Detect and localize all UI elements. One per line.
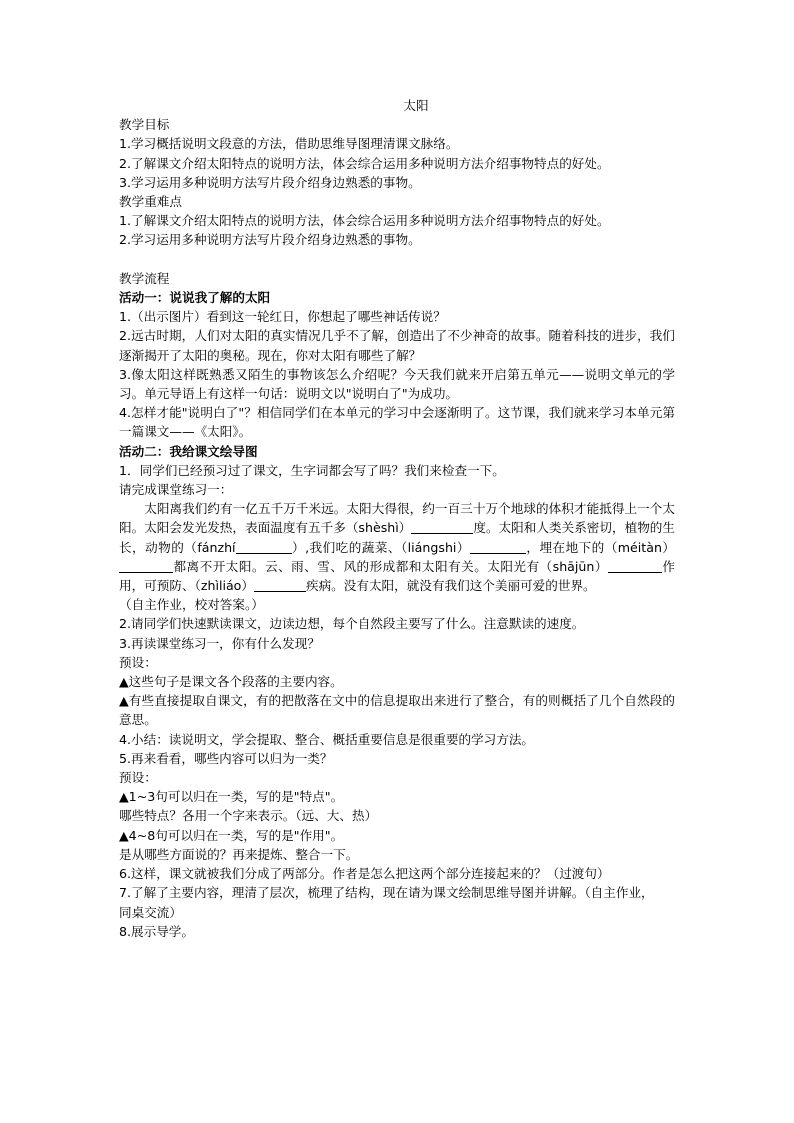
after-item: ▲有些直接提取自课文，有的把散落在文中的信息提取出来进行了整合，有的则概括了几个自然段的意思。 [119,693,675,728]
after-item: 8.展示导学。 [119,923,194,939]
after-item: ▲这些句子是课文各个段落的主要内容。 [119,674,343,690]
key-point-item: 2.学习运用多种说明方法写片段介绍身边熟悉的事物。 [119,232,421,248]
answer-blank[interactable] [470,539,526,554]
passage-text: 都离不开太阳。云、雨、雪、风的形成都和太阳有关。太阳光有（shājūn） [173,558,608,574]
answer-blank[interactable] [119,558,173,573]
activity1-item: 2.远古时期，人们对太阳的真实情况几乎不了解，创造出了不少神奇的故事。随着科技的进步，我们逐渐揭开了太阳的奥秘。现在，你对太阳有哪些了解？ [119,328,675,363]
after-item: 6.这样，课文就被我们分成了两部分。作者是怎么把这两个部分连接起来的？（过渡句） [119,866,610,882]
after-item: 4.小结：读说明文，学会提取、整合、概括重要信息是很重要的学习方法。 [119,731,535,747]
passage-text: ）,我们吃的蔬菜、（liángshi） [291,539,470,555]
key-point-item: 1.了解课文介绍太阳特点的说明方法，体会综合运用多种说明方法介绍事物特点的好处。 [119,213,610,229]
activity1-item: 3.像太阳这样既熟悉又陌生的事物该怎么介绍呢？今天我们就来开启第五单元——说明文单元的学习。单元导语上有这样一句话：说明文以"说明白了"为成功。 [119,366,675,402]
after-item: 预设： [119,770,157,786]
spacer [119,250,675,269]
after-item: 3.再读课堂练习一，你有什么发现？ [119,635,320,651]
document-page [119,96,675,941]
activity1-heading: 活动一：说说我了解的太阳 [119,290,271,305]
answer-blank[interactable] [254,577,306,592]
passage-text: 度。太阳和人类关系密切，植物的生长，动物的（fánzhí [119,520,675,555]
goals-heading: 教学目标 [119,117,170,133]
goal-item: 3.学习运用多种说明方法写片段介绍身边熟悉的事物。 [119,174,421,190]
after-item: （自主作业，校对答案。） [119,597,264,613]
key-points-heading: 教学重难点 [119,194,182,209]
passage-text: 疾病。没有太阳，就没有我们这个美丽可爱的世界。 [305,578,596,594]
answer-blank[interactable] [608,558,662,573]
activity2-heading: 活动二：我给课文绘导图 [119,443,258,459]
after-item: 哪些特点？各用一个字来表示。（远、大、热） [119,808,378,824]
goal-item: 1.学习概括说明文段意的方法，借助思维导图理清课文脉络。 [119,136,459,152]
activity1-item: 1.（出示图片）看到这一轮红日，你想起了哪些神话传说？ [119,309,446,325]
after-item: 是从哪些方面说的？再来提炼、整合一下。 [119,846,359,862]
after-item: 7.了解了主要内容，理清了层次，梳理了结构，现在请为课文绘制思维导图并讲解。（自主作业， [119,885,654,901]
after-item: ▲4~8句可以归在一类，写的是"作用"。 [119,827,344,843]
activity1-item: 4.怎样才能"说明白了"？相信同学们在本单元的学习中会逐渐明了。这节课，我们就来学习本单元第一篇课文——《太阳》。 [119,405,675,440]
process-heading: 教学流程 [119,270,170,286]
after-item: ▲1~3句可以归在一类，写的是"特点"。 [119,789,344,805]
exercise-passage [119,499,675,595]
after-item: 5.再来看看，哪些内容可以归为一类？ [119,750,333,766]
passage-text: 作用，可预防、（zhìliáo） [119,558,675,594]
passage-text: ，埋在地下的（méitàn） [525,539,675,555]
goal-item: 2.了解课文介绍太阳特点的说明方法，体会综合运用多种说明方法介绍事物特点的好处。 [119,155,610,171]
document-title: 太阳 [403,98,429,113]
after-item: 2.请同学们快速默读课文，边读边想，每个自然段主要写了什么。注意默读的速度。 [119,616,585,632]
activity2-intro: 1．同学们已经预习过了课文，生字词都会写了吗？我们来检查一下。 [119,462,505,478]
after-item: 同桌交流） [119,904,182,920]
answer-blank[interactable] [236,539,292,554]
after-item: 预设： [119,654,157,670]
passage-text: 太阳离我们约有一亿五千万千米远。太阳大得很，约一百三十万个地球的体积才能抵得上一个太阳。太阳会发光发热，表面温度有五千多（shèshì） [119,501,675,536]
answer-blank[interactable] [411,519,473,534]
exercise-label: 请完成课堂练习一： [119,482,233,498]
